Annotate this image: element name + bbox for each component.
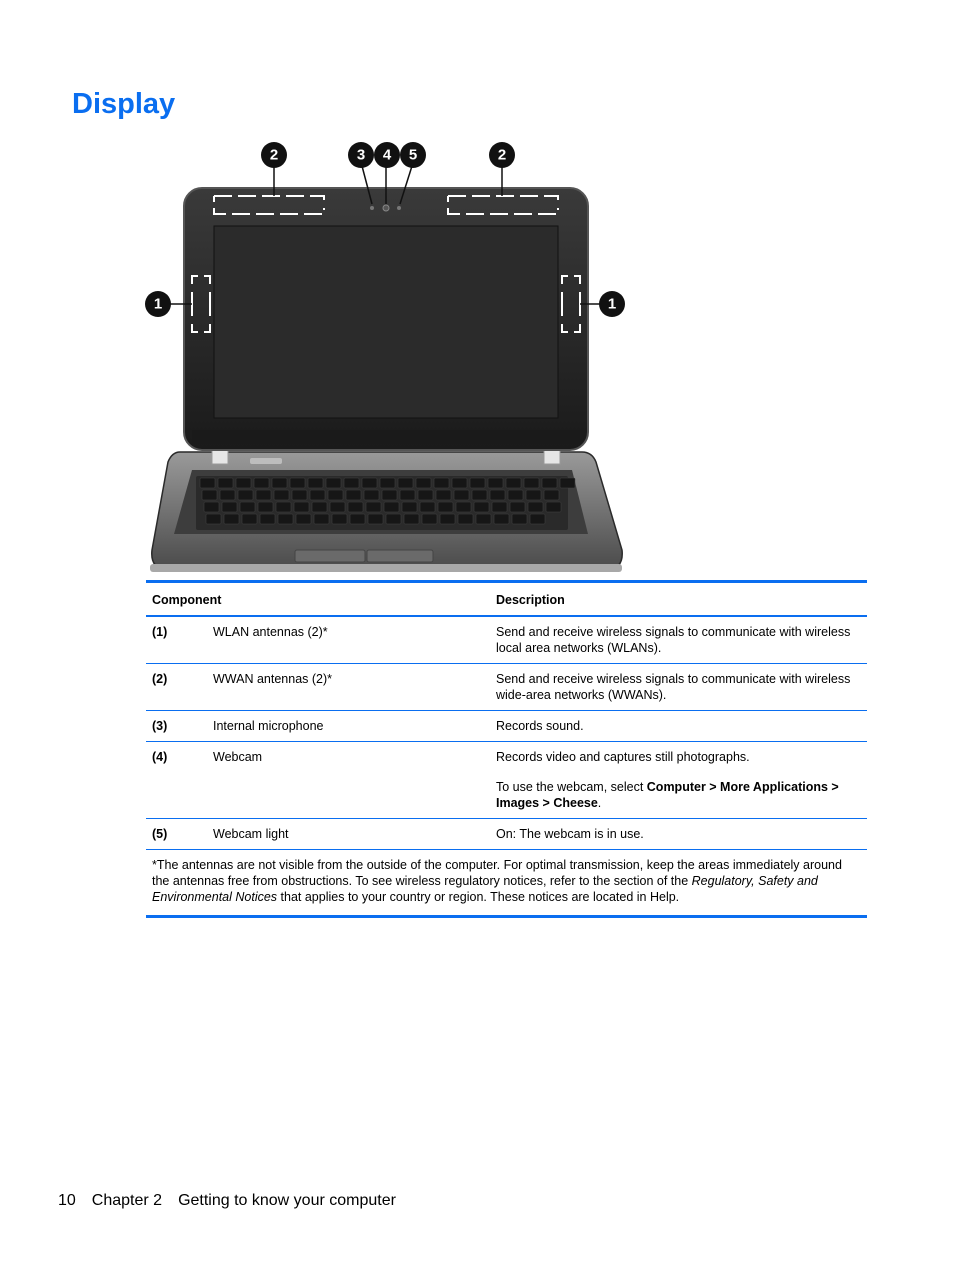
keyboard-key — [420, 502, 435, 512]
keyboard-key — [256, 490, 271, 500]
keyboard-key — [458, 514, 473, 524]
regulatory-notices-title: Regulatory, Safety and Environmental Notices — [152, 874, 818, 904]
row-number: (5) — [152, 827, 168, 841]
keyboard-key — [294, 502, 309, 512]
table-header-row — [146, 582, 867, 617]
keyboard-key — [314, 514, 329, 524]
page-footer — [58, 1192, 412, 1210]
svg-text:4: 4 — [382, 146, 392, 164]
callout-2-right — [489, 142, 515, 168]
keyboard-key — [222, 502, 237, 512]
row-number: (3) — [152, 719, 168, 733]
chapter-label: Chapter 2 — [91, 1192, 163, 1209]
keyboard-key — [204, 502, 219, 512]
webcam-lens — [383, 205, 389, 211]
keyboard-key — [454, 490, 469, 500]
callout-1-left — [145, 291, 171, 317]
keyboard-key — [488, 478, 503, 488]
row-component: WWAN antennas (2)* — [213, 672, 333, 686]
keyboard-key — [296, 514, 311, 524]
table-row — [146, 616, 867, 664]
keyboard-key — [278, 514, 293, 524]
row-component: Webcam — [213, 750, 263, 764]
keyboard-key — [544, 490, 559, 500]
keyboard-key — [384, 502, 399, 512]
keyboard-key — [292, 490, 307, 500]
keyboard-key — [310, 490, 325, 500]
keyboard-key — [202, 490, 217, 500]
keyboard-key — [348, 502, 363, 512]
keyboard-key — [452, 478, 467, 488]
keyboard-key — [512, 514, 527, 524]
keyboard-key — [236, 478, 251, 488]
keyboard-key — [470, 478, 485, 488]
keyboard-key — [436, 490, 451, 500]
row-description: On: The webcam is in use. — [496, 827, 644, 841]
keyboard-key — [508, 490, 523, 500]
keyboard-key — [366, 502, 381, 512]
page-title: Display — [72, 88, 176, 120]
table-row — [146, 742, 867, 819]
svg-text:2: 2 — [269, 146, 279, 164]
keyboard-key — [560, 478, 575, 488]
callout-1-right — [599, 291, 625, 317]
menu-path: Computer > More Applications > Images > Cheese — [496, 780, 839, 810]
keyboard-key — [238, 490, 253, 500]
keyboard-key — [254, 478, 269, 488]
keyboard-key — [472, 490, 487, 500]
keyboard-key — [400, 490, 415, 500]
keyboard-key — [260, 514, 275, 524]
keyboard-key — [328, 490, 343, 500]
keyboard-key — [206, 514, 221, 524]
keyboard-key — [524, 478, 539, 488]
keyboard-key — [218, 478, 233, 488]
row-number: (2) — [152, 672, 168, 686]
table-row — [146, 819, 867, 850]
keyboard-key — [290, 478, 305, 488]
keyboard-key — [240, 502, 255, 512]
row-description: Records sound. — [496, 719, 584, 733]
keyboard-key — [422, 514, 437, 524]
keyboard-key — [380, 478, 395, 488]
header-description: Description — [496, 593, 565, 607]
page-number: 10 — [58, 1192, 76, 1209]
keyboard-key — [312, 502, 327, 512]
keyboard-key — [456, 502, 471, 512]
row-description: Records video and captures still photographs. To use the webcam, select Computer > More Applications > Images > Cheese. — [496, 750, 839, 810]
component-table — [146, 580, 867, 918]
keyboard-key — [276, 502, 291, 512]
keyboard-key — [474, 502, 489, 512]
keyboard-key — [418, 490, 433, 500]
svg-text:1: 1 — [607, 295, 617, 313]
keyboard-key — [434, 478, 449, 488]
row-component: Webcam light — [213, 827, 289, 841]
keyboard-key — [440, 514, 455, 524]
svg-text:2: 2 — [497, 146, 507, 164]
keyboard-key — [506, 478, 521, 488]
keyboard-key — [350, 514, 365, 524]
keyboard-key — [386, 514, 401, 524]
keyboard-key — [476, 514, 491, 524]
keyboard-key — [530, 514, 545, 524]
keyboard-key — [398, 478, 413, 488]
svg-text:5: 5 — [408, 146, 418, 164]
keyboard-key — [242, 514, 257, 524]
keyboard-key — [344, 478, 359, 488]
touchpad-left-button — [295, 550, 365, 562]
display-screen — [214, 226, 558, 418]
keyboard-key — [416, 478, 431, 488]
laptop-display-figure — [140, 140, 640, 576]
callout-3 — [348, 142, 374, 168]
webcam-light-dot — [397, 206, 401, 210]
keyboard-key — [382, 490, 397, 500]
component-table-wrapper — [146, 580, 867, 918]
keyboard-key — [404, 514, 419, 524]
keyboard-key — [258, 502, 273, 512]
header-component: Component — [152, 593, 222, 607]
svg-text:1: 1 — [153, 295, 163, 313]
keyboard-key — [402, 502, 417, 512]
keyboard-key — [510, 502, 525, 512]
touchpad-right-button — [367, 550, 433, 562]
row-component: WLAN antennas (2)* — [213, 625, 328, 639]
callout-2-left — [261, 142, 287, 168]
callout-5 — [400, 142, 426, 168]
keyboard-key — [200, 478, 215, 488]
callout-4 — [374, 142, 400, 168]
table-note-row — [146, 850, 867, 917]
keyboard-key — [438, 502, 453, 512]
keyboard-key — [346, 490, 361, 500]
keyboard-key — [332, 514, 347, 524]
keyboard-key — [272, 478, 287, 488]
keyboard-key — [330, 502, 345, 512]
keyboard-key — [368, 514, 383, 524]
laptop-illustration — [140, 140, 640, 576]
keyboard-key — [494, 514, 509, 524]
keyboard-key — [546, 502, 561, 512]
keyboard-key — [528, 502, 543, 512]
keyboard-key — [526, 490, 541, 500]
keyboard-key — [542, 478, 557, 488]
antenna-footnote: *The antennas are not visible from the outside of the computer. For optimal transmission, keep the areas immediately around the antennas free from obstructions. To see wireless regulatory notices, refer to the section of the Regulatory, Safety and Environmental Notices that applies to your country or region. These notices are located in Help. — [152, 858, 842, 904]
keyboard-key — [364, 490, 379, 500]
keyboard-key — [220, 490, 235, 500]
table-row — [146, 664, 867, 711]
row-number: (1) — [152, 625, 168, 639]
keyboard-key — [224, 514, 239, 524]
keyboard-key — [274, 490, 289, 500]
microphone-dot — [370, 206, 374, 210]
row-description: Send and receive wireless signals to communicate with wireless wide-area networks (WWANs). — [496, 672, 851, 702]
keyboard-key — [362, 478, 377, 488]
keyboard-key — [308, 478, 323, 488]
row-component: Internal microphone — [213, 719, 324, 733]
keyboard-key — [490, 490, 505, 500]
svg-text:3: 3 — [356, 146, 366, 164]
row-description: Send and receive wireless signals to communicate with wireless local area networks (WLANs). — [496, 625, 851, 655]
chapter-title: Getting to know your computer — [178, 1192, 396, 1209]
keyboard-key — [492, 502, 507, 512]
table-row — [146, 711, 867, 742]
keyboard-key — [326, 478, 341, 488]
row-number: (4) — [152, 750, 168, 764]
